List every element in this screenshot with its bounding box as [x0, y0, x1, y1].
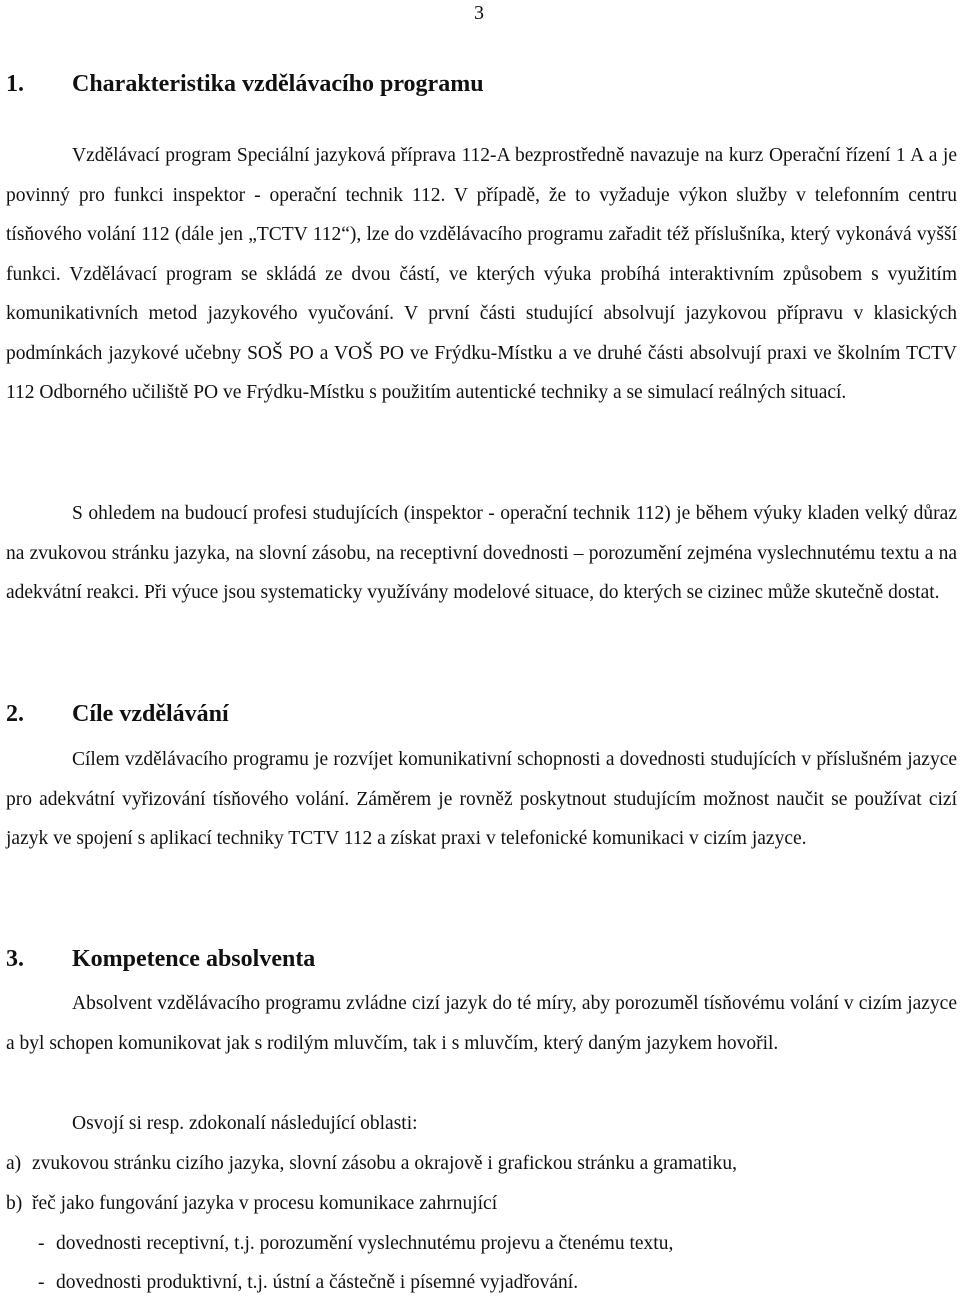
- list-item-text: řeč jako fungování jazyka v procesu komunikace zahrnující: [32, 1193, 498, 1214]
- section-1-paragraph-2: S ohledem na budoucí profesi studujících (inspektor - operační technik 112) je během výuky kladen velký důraz na zvukovou stránku jazyka, na slovní zásobu, na receptivní dovednosti – porozumění zejména vyslechnutému textu a na adekvátní reakci. Při výuce jsou systematicky využívány modelové situace, do kterých se cizinec může skutečně dostat.: [6, 503, 957, 603]
- list-item: [6, 1153, 737, 1175]
- section-3-paragraph: Absolvent vzdělávacího programu zvládne cizí jazyk do té míry, aby porozuměl tísňovému volání v cizím jazyce a byl schopen komunikovat jak s rodilým mluvčím, tak i s mluvčím, který daným jazykem hovořil.: [6, 993, 957, 1054]
- dash-item-text: dovednosti receptivní, t.j. porozumění vyslechnutému projevu a čtenému textu,: [56, 1233, 674, 1254]
- section-3-heading: [6, 946, 315, 973]
- dash-item: [38, 1233, 673, 1255]
- section-2-number: 2.: [6, 701, 24, 727]
- list-item-label: a): [6, 1153, 22, 1174]
- dash-marker: -: [38, 1233, 45, 1254]
- list-item-text: zvukovou stránku cizího jazyka, slovní zásobu a okrajově i grafickou stránku a gramatiku,: [32, 1153, 738, 1174]
- dash-item-text: dovednosti produktivní, t.j. ústní a částečně i písemné vyjadřování.: [56, 1272, 579, 1293]
- page-number: 3: [474, 2, 484, 24]
- dash-item: [38, 1272, 578, 1294]
- section-1-heading: [6, 71, 484, 98]
- section-1-title: Charakteristika vzdělávacího programu: [72, 71, 484, 97]
- list-item: [6, 1193, 497, 1215]
- section-2-paragraph: Cílem vzdělávacího programu je rozvíjet komunikativní schopnosti a dovednosti studujících v příslušném jazyce pro adekvátní vyřizování tísňového volání. Záměrem je rovněž poskytnout studujícím možnost naučit se používat cizí jazyk ve spojení s aplikací techniky TCTV 112 a získat praxi v telefonické komunikaci v cizím jazyce.: [6, 749, 957, 849]
- section-3-subheading: Osvojí si resp. zdokonalí následující oblasti:: [72, 1113, 418, 1134]
- section-2-heading: [6, 701, 229, 728]
- section-3-number: 3.: [6, 946, 24, 972]
- section-2-title: Cíle vzdělávání: [72, 701, 229, 727]
- section-1-paragraph-1: Vzdělávací program Speciální jazyková příprava 112-A bezprostředně navazuje na kurz Operační řízení 1 A a je povinný pro funkci inspektor - operační technik 112. V případě, že to vyžaduje výkon služby v telefonním centru tísňového volání 112 (dále jen „TCTV 112“), lze do vzdělávacího programu zařadit též příslušníka, který vykonává vyšší funkci. Vzdělávací program se skládá ze dvou částí, ve kterých výuka probíhá interaktivním způsobem s využitím komunikativních metod jazykového vyučování. V první části studující absolvují jazykovou přípravu v klasických podmínkách jazykové učebny SOŠ PO a VOŠ PO ve Frýdku-Místku a ve druhé části absolvují praxi ve školním TCTV 112 Odborného učiliště PO ve Frýdku-Místku s použitím autentické techniky a se simulací reálných situací.: [6, 145, 957, 403]
- section-3-title: Kompetence absolventa: [72, 946, 316, 972]
- section-1-number: 1.: [6, 71, 24, 97]
- list-item-label: b): [6, 1193, 23, 1214]
- dash-marker: -: [38, 1272, 45, 1293]
